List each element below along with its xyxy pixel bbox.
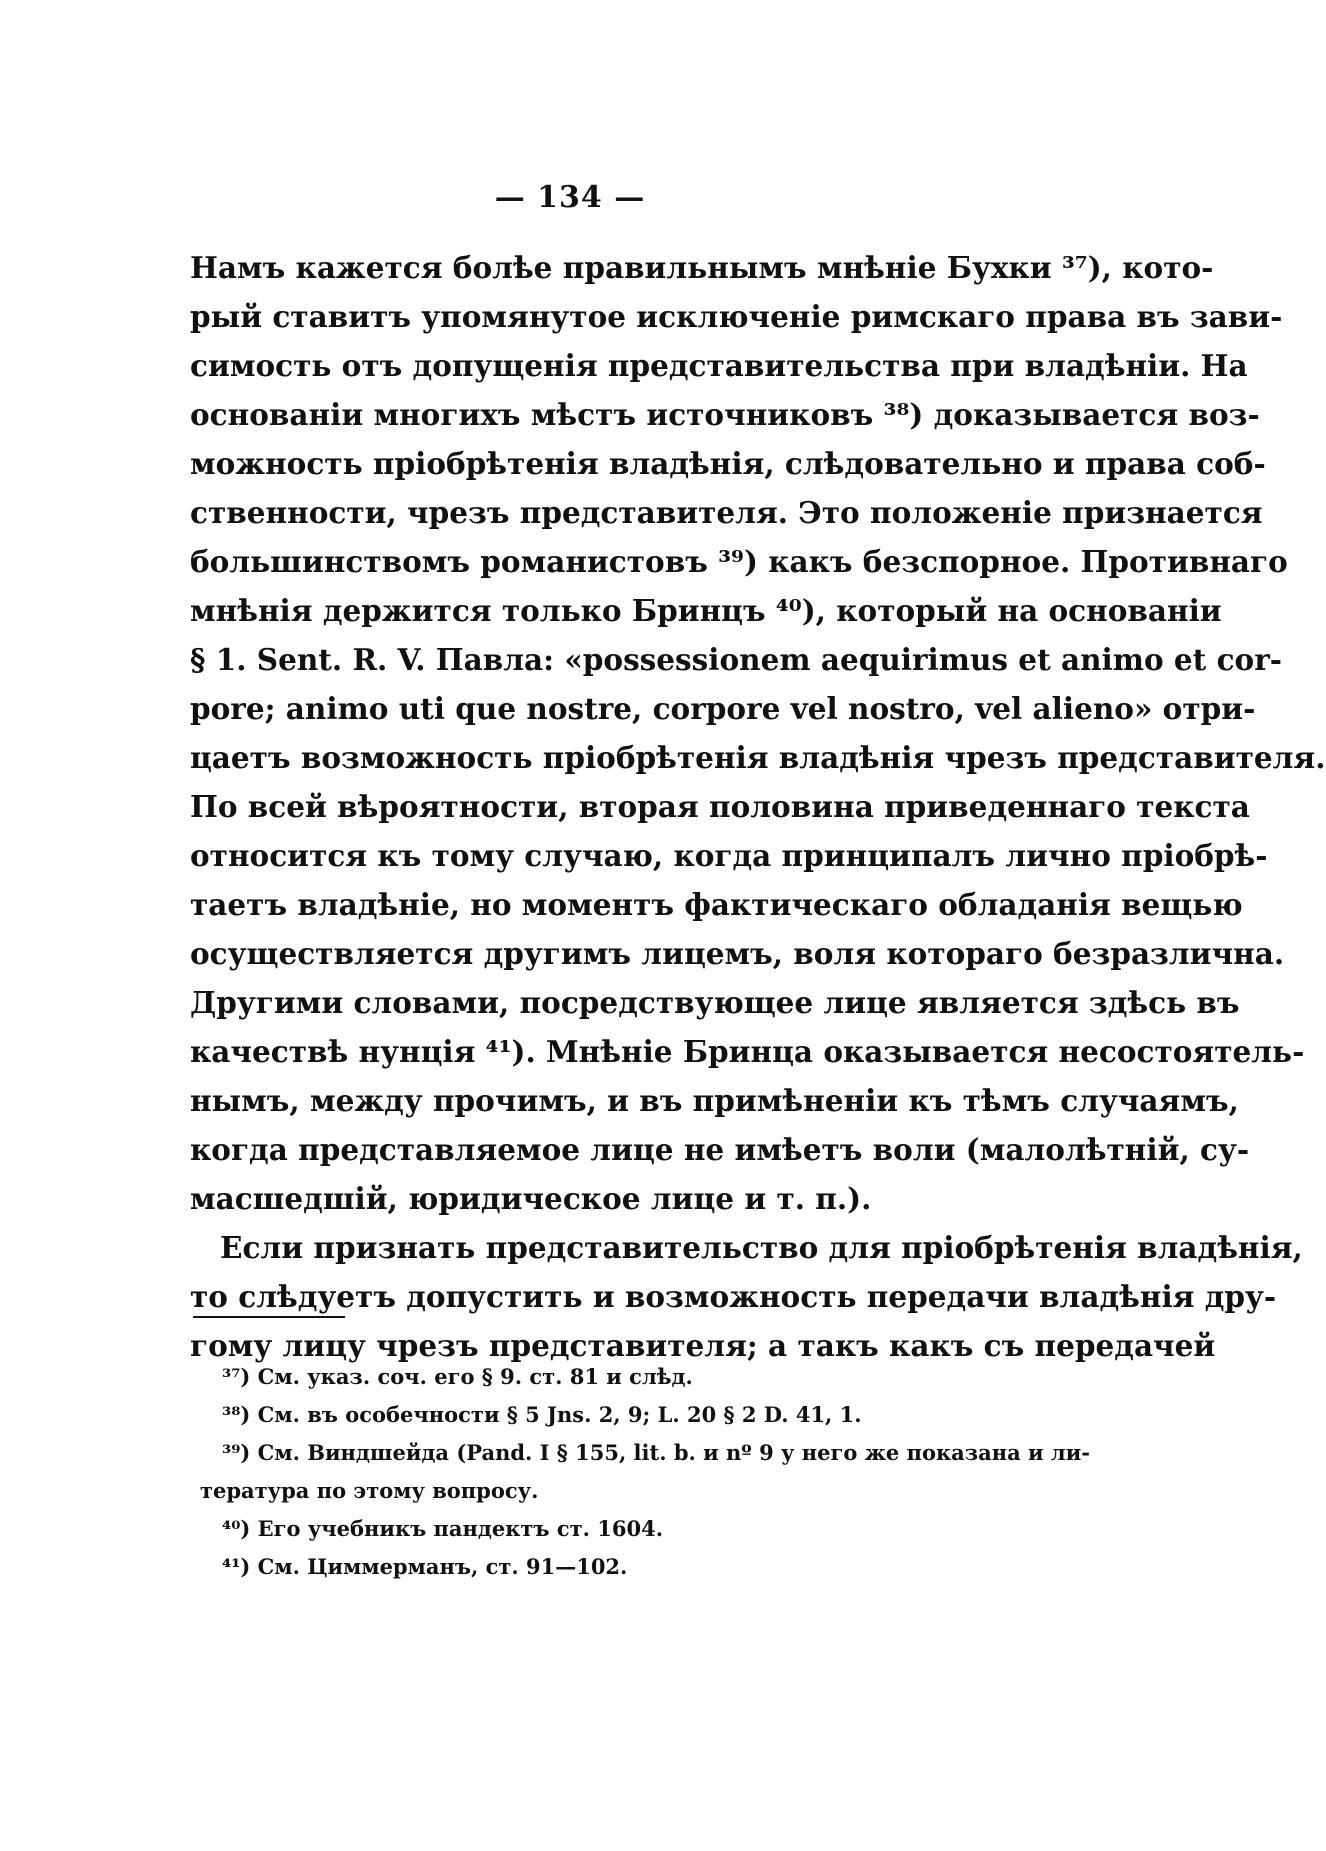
text-line: Намъ кажется болѣе правильнымъ мнѣніе Бухки ³⁷), кото-	[190, 250, 1214, 285]
footnote: ⁴⁰) Его учебникъ пандектъ ст. 1604.	[222, 1516, 664, 1541]
text-line: мнѣнія держится только Бринцъ ⁴⁰), который на основаніи	[190, 593, 1222, 628]
text-line: гому лицу чрезъ представителя; а такъ какъ съ передачей	[190, 1328, 1216, 1363]
text-line: нымъ, между прочимъ, и въ примѣненіи къ тѣмъ случаямъ,	[190, 1083, 1239, 1118]
footnote: ³⁸) См. въ особечности § 5 Jns. 2, 9; L. 20 § 2 D. 41, 1.	[222, 1402, 862, 1427]
footnote-continuation: тература по этому вопросу.	[200, 1478, 539, 1503]
text-line: § 1. Sent. R. V. Павла: «possessionem aequirimus et animo et cor-	[190, 642, 1282, 677]
text-line: цаетъ возможность пріобрѣтенія владѣнія чрезъ представителя.	[190, 740, 1326, 775]
footnote: ³⁷) См. указ. соч. его § 9. ст. 81 и слѣд.	[222, 1364, 693, 1389]
text-line: относится къ тому случаю, когда принципалъ лично пріобрѣ-	[190, 838, 1268, 873]
footnote: ⁴¹) См. Циммерманъ, ст. 91—102.	[222, 1554, 628, 1579]
text-line: основаніи многихъ мѣстъ источниковъ ³⁸) доказывается воз-	[190, 397, 1260, 432]
text-line: По всей вѣроятности, вторая половина приведеннаго текста	[190, 789, 1250, 824]
text-line: то слѣдуетъ допустить и возможность передачи владѣнія дру-	[190, 1279, 1277, 1314]
footnote: ³⁹) См. Виндшейда (Pand. I § 155, lit. b. и nº 9 у него же показана и ли-	[222, 1440, 1091, 1465]
page-number: — 134 —	[494, 180, 646, 215]
text-line: масшедшій, юридическое лице и т. п.).	[190, 1181, 872, 1216]
main-text	[190, 243, 1326, 1370]
footnote-divider	[193, 1316, 345, 1318]
text-line: Другими словами, посредствующее лице является здѣсь въ	[190, 985, 1240, 1020]
text-line: рый ставитъ упомянутое исключеніе римскаго права въ зави-	[190, 299, 1283, 334]
footnotes	[200, 1358, 1091, 1586]
text-line: таетъ владѣніе, но моментъ фактическаго обладанія вещью	[190, 887, 1243, 922]
text-line: pore; animo uti que nostre, corpore vel nostro, vel alieno» отри-	[190, 691, 1256, 726]
text-line: Если признать представительство для пріобрѣтенія владѣнія,	[220, 1230, 1303, 1265]
text-line: осуществляется другимъ лицемъ, воля котораго безразлична.	[190, 936, 1285, 971]
text-line: симость отъ допущенія представительства при владѣніи. На	[190, 348, 1248, 383]
text-line: большинствомъ романистовъ ³⁹) какъ безспорное. Противнаго	[190, 544, 1288, 579]
text-line: когда представляемое лице не имѣетъ воли (малолѣтній, су-	[190, 1132, 1250, 1167]
text-line: ственности, чрезъ представителя. Это положеніе признается	[190, 495, 1263, 530]
text-line: можность пріобрѣтенія владѣнія, слѣдовательно и права соб-	[190, 446, 1266, 481]
text-line: качествѣ нунція ⁴¹). Мнѣніе Бринца оказывается несостоятель-	[190, 1034, 1305, 1069]
